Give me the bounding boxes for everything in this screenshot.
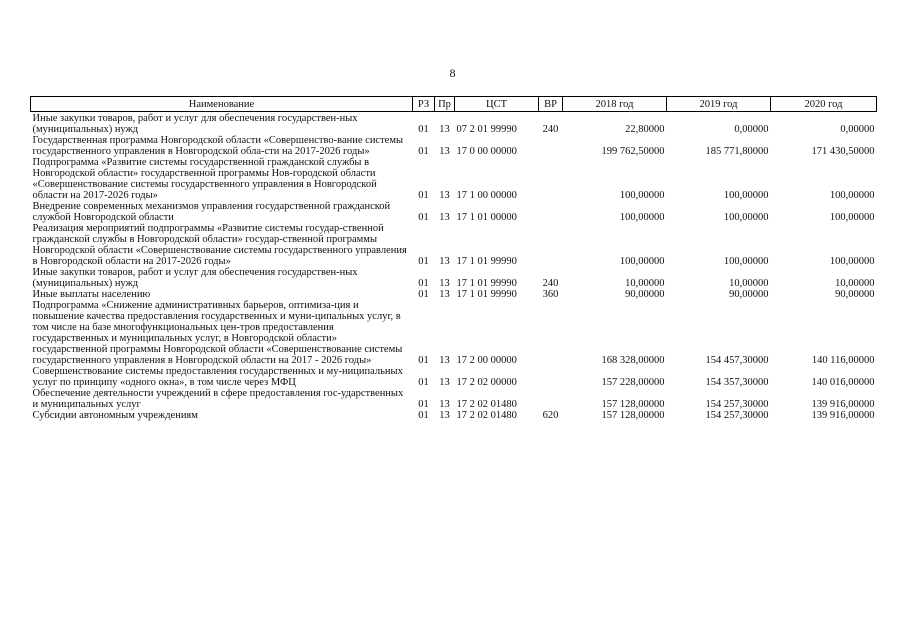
row-cst: 17 0 00 00000 — [456, 146, 517, 157]
row-rz: 01 — [418, 278, 429, 289]
row-rz: 01 — [418, 146, 429, 157]
row-2018: 157 228,00000 — [601, 377, 665, 388]
row-cst: 17 2 02 00000 — [456, 377, 517, 388]
table-row — [31, 201, 877, 223]
row-2018: 100,00000 — [619, 256, 665, 267]
row-2019: 154 357,30000 — [705, 377, 769, 388]
row-pr: 13 — [439, 190, 450, 201]
row-2019: 0,00000 — [734, 124, 769, 135]
row-2020: 10,00000 — [835, 278, 875, 289]
table-row — [31, 388, 877, 410]
row-rz: 01 — [418, 355, 429, 366]
row-2020: 139 916,00000 — [811, 410, 875, 421]
table-row — [31, 300, 877, 366]
row-2018: 22,80000 — [625, 124, 665, 135]
row-vr: 360 — [542, 289, 559, 300]
col-header-name: Наименование — [31, 97, 413, 112]
row-2018: 100,00000 — [619, 212, 665, 223]
col-header-2018: 2018 год — [563, 97, 667, 112]
row-cst: 17 2 00 00000 — [456, 355, 517, 366]
col-header-2019: 2019 год — [667, 97, 771, 112]
col-header-rz: РЗ — [413, 97, 435, 112]
col-header-vr: ВР — [539, 97, 563, 112]
row-vr — [539, 201, 563, 223]
row-pr: 13 — [439, 377, 450, 388]
row-cst: 17 2 02 01480 — [456, 410, 517, 421]
row-2018: 10,00000 — [625, 278, 665, 289]
row-vr — [539, 157, 563, 201]
row-2018: 199 762,50000 — [601, 146, 665, 157]
col-header-2020: 2020 год — [771, 97, 877, 112]
row-2019: 100,00000 — [723, 190, 769, 201]
row-vr — [539, 223, 563, 267]
row-2020: 100,00000 — [829, 190, 875, 201]
row-pr: 13 — [439, 278, 450, 289]
row-cst: 17 1 01 99990 — [456, 278, 517, 289]
row-2018: 157 128,00000 — [601, 399, 665, 410]
row-name: Иные закупки товаров, работ и услуг для обеспечения государствен-ных (муниципальных) нужд — [32, 267, 358, 289]
table-row — [31, 289, 877, 300]
row-pr: 13 — [439, 289, 450, 300]
row-vr: 240 — [542, 278, 559, 289]
row-pr: 13 — [439, 410, 450, 421]
row-cst: 17 1 01 00000 — [456, 212, 517, 223]
table-row — [31, 112, 877, 136]
row-rz: 01 — [418, 399, 429, 410]
row-pr: 13 — [439, 212, 450, 223]
row-pr: 13 — [439, 256, 450, 267]
row-2019: 154 457,30000 — [705, 355, 769, 366]
row-cst: 17 1 01 99990 — [456, 256, 517, 267]
table-row — [31, 135, 877, 157]
row-vr — [539, 300, 563, 366]
row-cst: 17 1 00 00000 — [456, 190, 517, 201]
row-2020: 100,00000 — [829, 256, 875, 267]
row-rz: 01 — [418, 124, 429, 135]
row-2018: 90,00000 — [625, 289, 665, 300]
row-2019: 10,00000 — [729, 278, 769, 289]
table-row — [31, 223, 877, 267]
row-name: Подпрограмма «Снижение административных барьеров, оптимиза-ция и повышение качества предоставления государственных и муни-ципальных услуг, в том числе на базе многофункциональных цен-тров предоставления государственных и муниципальных услуг, в Новгородской области» государственной программы Новгородской области «Совершенствование системы государственного управления в Новгородской области на 2017 - 2026 годы» — [32, 300, 403, 366]
row-rz: 01 — [418, 256, 429, 267]
page-number: 8 — [449, 66, 456, 80]
row-name: Иные закупки товаров, работ и услуг для обеспечения государствен-ных (муниципальных) нужд — [32, 113, 358, 135]
row-2020: 90,00000 — [835, 289, 875, 300]
row-pr: 13 — [439, 355, 450, 366]
row-2018: 157 128,00000 — [601, 410, 665, 421]
row-pr: 13 — [439, 399, 450, 410]
row-2018: 100,00000 — [619, 190, 665, 201]
table-header-row — [31, 97, 877, 112]
row-vr: 620 — [542, 410, 559, 421]
row-rz: 01 — [418, 289, 429, 300]
row-name: Реализация мероприятий подпрограммы «Развитие системы государ-ственной гражданской службы в Новгородской области» государ-ственной программы Новгородской области «Совершенствование системы государственного управления в Новгородской области на 2017-2026 годы» — [32, 223, 407, 267]
row-name: Подпрограмма «Развитие системы государственной гражданской службы в Новгородской области» государственной программы Нов-городской области «Совершенствование системы государственного управления в Новгородской области на 2017-2026 годы» — [32, 157, 377, 201]
row-name: Совершенствование системы предоставления государственных и му-ниципальных услуг по принципу «одного окна», в том числе через МФЦ — [32, 366, 403, 388]
row-2019: 185 771,80000 — [705, 146, 769, 157]
table-row — [31, 157, 877, 201]
row-pr: 13 — [439, 124, 450, 135]
row-cst: 17 2 02 01480 — [456, 399, 517, 410]
row-name: Иные выплаты населению — [32, 289, 151, 300]
row-2020: 140 016,00000 — [811, 377, 875, 388]
row-2019: 154 257,30000 — [705, 410, 769, 421]
row-vr — [539, 366, 563, 388]
row-2020: 171 430,50000 — [811, 146, 875, 157]
row-rz: 01 — [418, 212, 429, 223]
table-row — [31, 410, 877, 421]
row-name: Внедрение современных механизмов управления государственной гражданской службой Новгородской области — [32, 201, 391, 223]
row-cst: 17 1 01 99990 — [456, 289, 517, 300]
row-2018: 168 328,00000 — [601, 355, 665, 366]
row-cst: 07 2 01 99990 — [456, 124, 517, 135]
row-2020: 139 916,00000 — [811, 399, 875, 410]
row-2020: 0,00000 — [840, 124, 875, 135]
row-rz: 01 — [418, 410, 429, 421]
row-name: Субсидии автономным учреждениям — [32, 410, 198, 421]
row-rz: 01 — [418, 190, 429, 201]
row-pr: 13 — [439, 146, 450, 157]
row-name: Государственная программа Новгородской области «Совершенство-вание системы государственного управления в Новгородской обла-сти на 2017-2026 годы» — [32, 135, 404, 157]
row-vr: 240 — [542, 124, 559, 135]
col-header-pr: Пр — [435, 97, 455, 112]
row-2020: 100,00000 — [829, 212, 875, 223]
table-row — [31, 366, 877, 388]
row-2019: 154 257,30000 — [705, 399, 769, 410]
row-rz: 01 — [418, 377, 429, 388]
row-2019: 90,00000 — [729, 289, 769, 300]
budget-table — [30, 96, 877, 421]
row-vr — [539, 388, 563, 410]
row-2019: 100,00000 — [723, 256, 769, 267]
row-2019: 100,00000 — [723, 212, 769, 223]
col-header-cst: ЦСТ — [455, 97, 539, 112]
row-name: Обеспечение деятельности учреждений в сфере предоставления гос-ударственных и муниципальных услуг — [32, 388, 404, 410]
table-body — [31, 112, 877, 422]
table-row — [31, 267, 877, 289]
row-2020: 140 116,00000 — [811, 355, 875, 366]
row-vr — [539, 135, 563, 157]
